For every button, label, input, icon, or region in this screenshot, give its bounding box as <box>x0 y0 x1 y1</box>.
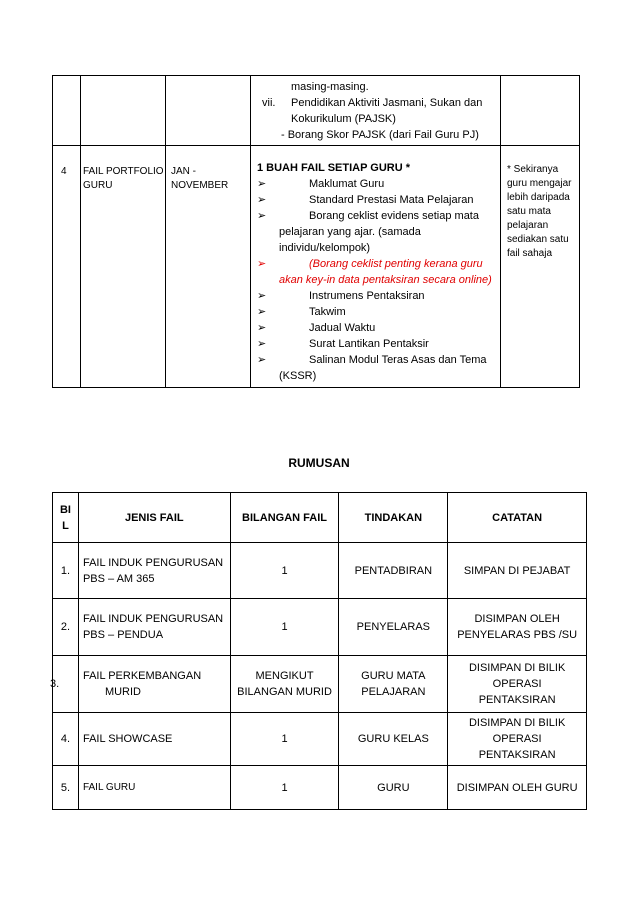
summary-table <box>52 492 587 810</box>
column-header-jenis: JENIS FAIL <box>78 493 230 543</box>
note-cell <box>448 713 587 766</box>
list-item <box>257 352 497 368</box>
arrow-bullet-icon: ➢ <box>257 194 267 206</box>
note-line: satu mata <box>507 206 551 217</box>
file-type-cell <box>78 543 230 599</box>
file-type-line1: FAIL PORTFOLIO <box>83 166 164 177</box>
list-item <box>257 320 497 336</box>
file-count-cell <box>230 656 339 713</box>
list-item-text: Standard Prestasi Mata Pelajaran <box>309 194 474 206</box>
table-row <box>53 713 587 766</box>
action-line: PELAJARAN <box>361 686 426 698</box>
note-line: sediakan satu <box>507 234 569 245</box>
arrow-bullet-icon: ➢ <box>257 258 267 270</box>
column-header-bilangan: BILANGAN FAIL <box>230 493 339 543</box>
list-item <box>257 304 497 320</box>
arrow-bullet-icon: ➢ <box>257 338 267 350</box>
period-line1: JAN - <box>171 166 196 177</box>
file-type-line: MURID <box>104 686 142 698</box>
table-row <box>53 766 587 810</box>
table-header-row <box>53 493 587 543</box>
action-cell <box>339 656 448 713</box>
list-item <box>257 192 497 208</box>
file-type-line: PBS – PENDUA <box>82 629 164 641</box>
item-vii-text-line2: Kokurikulum (PAJSK) <box>291 113 396 125</box>
row-number: 4. <box>53 713 79 766</box>
column-header-bil <box>53 493 79 543</box>
arrow-bullet-icon: ➢ <box>257 354 267 366</box>
note-line: * Sekiranya <box>507 164 559 175</box>
note-cell <box>448 656 587 713</box>
list-item-text: Borang ceklist evidens setiap mata <box>309 210 479 222</box>
note-line: PENYELARAS PBS /SU <box>457 629 578 641</box>
note-line: PENTAKSIRAN <box>478 749 556 761</box>
row-number <box>50 656 79 713</box>
note-line: DISIMPAN OLEH <box>474 613 560 625</box>
header-text: BI <box>59 503 71 516</box>
file-type-cell: FAIL GURU <box>78 766 230 810</box>
table-row <box>53 656 587 713</box>
row-number: 2. <box>53 599 79 656</box>
contents-heading: 1 BUAH FAIL SETIAP GURU * <box>257 162 411 174</box>
file-type-line: FAIL INDUK PENGURUSAN <box>82 556 224 569</box>
note-line: fail sahaja <box>507 248 553 259</box>
note-line: lebih daripada <box>507 192 570 203</box>
arrow-bullet-icon: ➢ <box>257 290 267 302</box>
note-text <box>507 163 571 261</box>
list-item-text: Salinan Modul Teras Asas dan Tema <box>309 354 487 366</box>
column-divider <box>165 76 166 387</box>
continuation-text: masing-masing. <box>291 81 369 93</box>
note-cell: DISIMPAN OLEH GURU <box>448 766 587 810</box>
file-type-line: FAIL PERKEMBANGAN <box>82 670 202 682</box>
file-type-cell: FAIL SHOWCASE <box>78 713 230 766</box>
file-count-cell: 1 <box>230 599 339 656</box>
row-number-text: 3. <box>50 678 60 690</box>
column-divider <box>500 76 501 387</box>
file-type-cell <box>78 599 230 656</box>
action-cell: GURU KELAS <box>339 713 448 766</box>
arrow-bullet-icon: ➢ <box>257 322 267 334</box>
file-type-line: FAIL INDUK PENGURUSAN <box>82 613 224 625</box>
note-cell <box>448 599 587 656</box>
row-number: 5. <box>53 766 79 810</box>
file-type-line2: GURU <box>83 180 113 191</box>
note-cell: SIMPAN DI PEJABAT <box>448 543 587 599</box>
action-cell: PENTADBIRAN <box>339 543 448 599</box>
file-count-cell: 1 <box>230 766 339 810</box>
file-type-line: PBS – AM 365 <box>82 572 155 585</box>
period-line2: NOVEMBER <box>171 180 229 191</box>
list-item-continuation: pelajaran yang ajar. (samada <box>279 226 421 238</box>
note-line: guru mengajar <box>507 178 572 189</box>
note-line: PENTAKSIRAN <box>478 694 556 706</box>
item-number-vii: vii. <box>262 97 276 109</box>
file-count-line: BILANGAN MURID <box>237 686 332 698</box>
arrow-bullet-icon: ➢ <box>257 306 267 318</box>
list-item <box>257 208 497 224</box>
list-item-text: (Borang ceklist penting kerana guru <box>309 258 483 270</box>
note-line: DISIMPAN DI BILIK OPERASI <box>468 662 566 690</box>
header-text: L <box>62 519 69 532</box>
column-divider <box>250 76 251 387</box>
note-line: pelajaran <box>507 220 549 231</box>
pajsk-form-line: - Borang Skor PAJSK (dari Fail Guru PJ) <box>281 129 479 141</box>
list-item-important <box>257 256 497 272</box>
section-title: RUMUSAN <box>288 456 350 470</box>
top-table <box>52 75 580 388</box>
file-count-cell: 1 <box>230 713 339 766</box>
list-item <box>257 288 497 304</box>
row-divider <box>53 145 579 146</box>
table-row <box>53 543 587 599</box>
action-line: GURU MATA <box>361 670 426 682</box>
action-cell: GURU <box>339 766 448 810</box>
note-line: DISIMPAN DI BILIK OPERASI <box>468 717 566 745</box>
list-item-text: Instrumens Pentaksiran <box>309 290 425 302</box>
list-item-continuation: akan key-in data pentaksiran secara online) <box>279 274 492 286</box>
list-item-text: Surat Lantikan Pentaksir <box>309 338 429 350</box>
table-row <box>53 599 587 656</box>
list-item-continuation: (KSSR) <box>279 370 317 382</box>
column-divider <box>80 76 81 387</box>
contents-list <box>257 160 497 384</box>
list-item <box>257 336 497 352</box>
row-number: 1. <box>53 543 79 599</box>
file-type-cell <box>78 656 230 713</box>
row-number: 4 <box>61 166 67 177</box>
list-item-continuation: individu/kelompok) <box>279 242 371 254</box>
list-item-text: Jadual Waktu <box>309 322 376 334</box>
column-header-tindakan: TINDAKAN <box>339 493 448 543</box>
action-cell: PENYELARAS <box>339 599 448 656</box>
file-count-cell: 1 <box>230 543 339 599</box>
list-item <box>257 176 497 192</box>
item-vii-text-line1: Pendidikan Aktiviti Jasmani, Sukan dan <box>291 97 483 109</box>
list-item-text: Maklumat Guru <box>309 178 385 190</box>
column-header-catatan: CATATAN <box>448 493 587 543</box>
list-item-text: Takwim <box>309 306 346 318</box>
arrow-bullet-icon: ➢ <box>257 178 267 190</box>
file-count-line: MENGIKUT <box>255 670 314 682</box>
arrow-bullet-icon: ➢ <box>257 210 267 222</box>
